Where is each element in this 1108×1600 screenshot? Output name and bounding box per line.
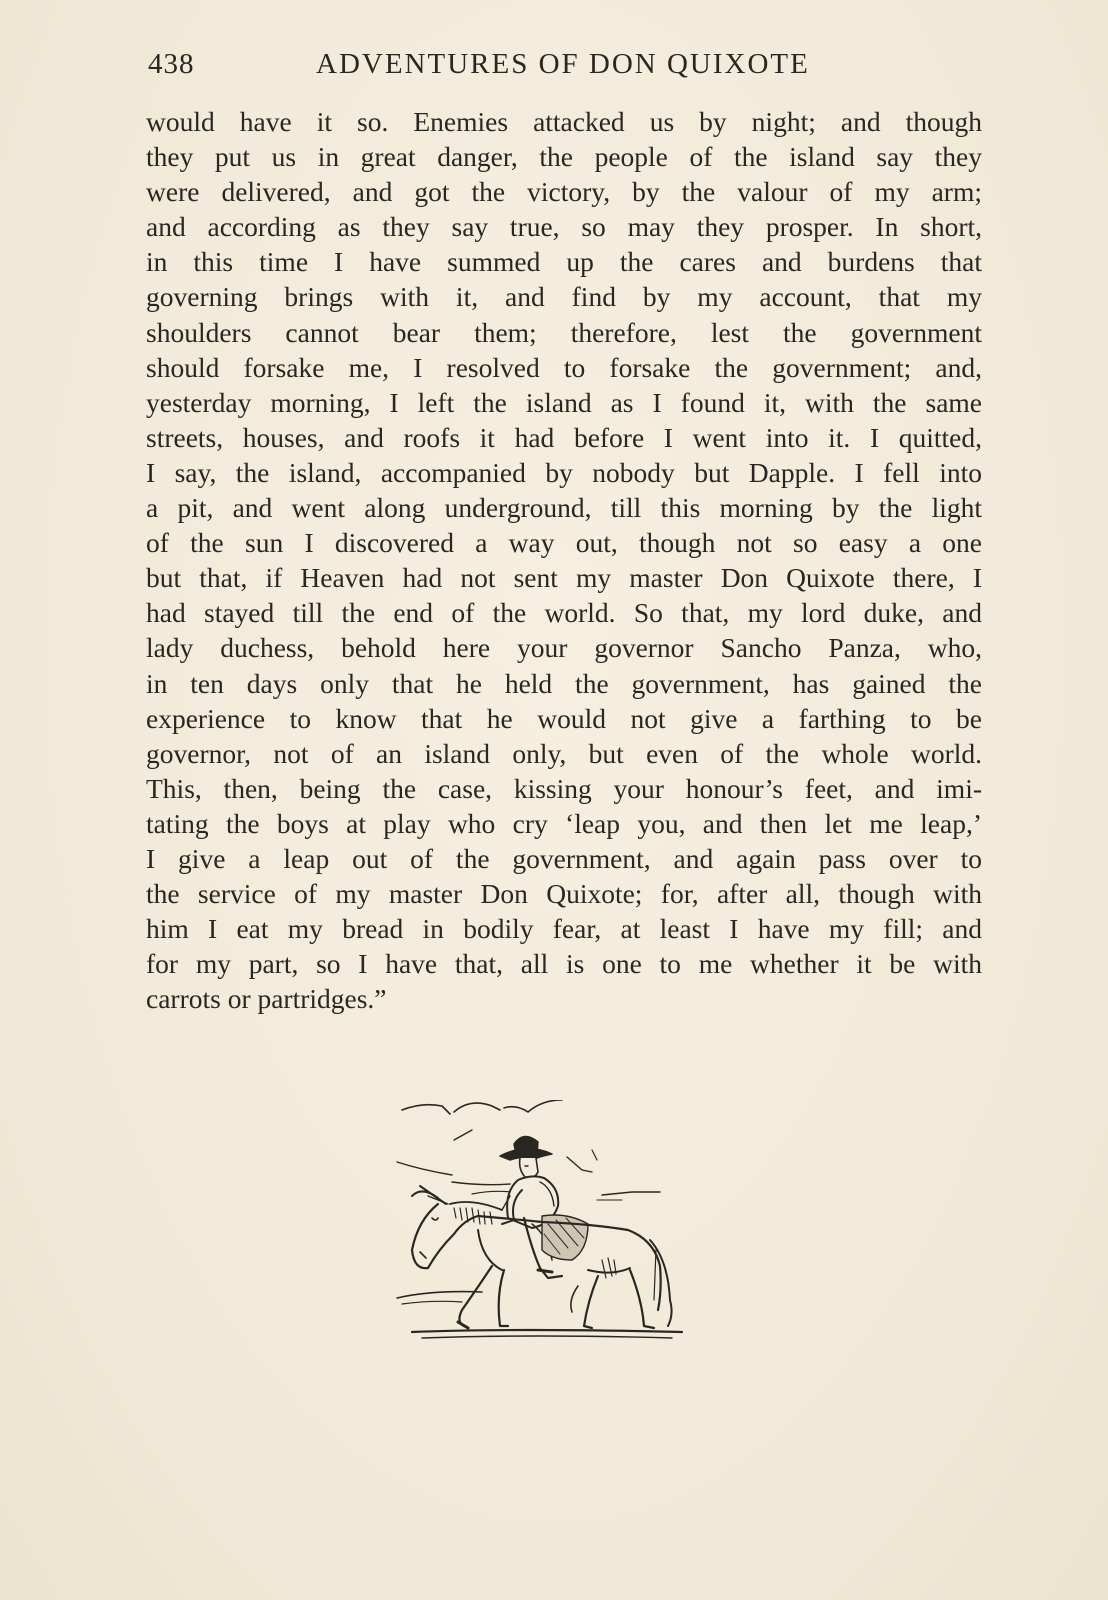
text-line: should forsake me, I resolved to forsake the government; and, [146, 351, 982, 383]
text-line: experience to know that he would not give a farthing to be [146, 702, 982, 734]
text-line: the service of my master Don Quixote; for, after all, though with [146, 878, 982, 910]
running-title: ADVENTURES OF DON QUIXOTE [316, 48, 810, 80]
text-line: but that, if Heaven had not sent my master Don Quixote there, I [146, 562, 982, 594]
text-line: governing brings with it, and find by my account, that my [146, 281, 982, 313]
text-line: governor, not of an island only, but even of the whole world. [146, 737, 982, 769]
text-line: a pit, and went along underground, till this morning by the light [146, 492, 982, 524]
text-line: tating the boys at play who cry ‘leap you, and then let me leap,’ [146, 807, 982, 839]
text-line: yesterday morning, I left the island as I found it, with the same [146, 386, 982, 418]
text-line: him I eat my bread in bodily fear, at least I have my fill; and [146, 913, 982, 945]
text-line: I say, the island, accompanied by nobody but Dapple. I fell into [146, 456, 982, 488]
text-line: and according as they say true, so may they prosper. In short, [146, 211, 982, 243]
text-line: in ten days only that he held the government, has gained the [146, 667, 982, 699]
page-header [148, 48, 824, 88]
text-line: streets, houses, and roofs it had before I went into it. I quitted, [146, 421, 982, 453]
text-line: they put us in great danger, the people of the island say they [146, 141, 982, 173]
text-line-last: carrots or partridges.” [146, 983, 387, 1015]
text-line: for my part, so I have that, all is one to me whether it be with [146, 948, 982, 980]
man-riding-donkey-icon [392, 1100, 712, 1340]
text-line: shoulders cannot bear them; therefore, lest the government [146, 316, 982, 348]
body-text [146, 104, 982, 1016]
text-line: I give a leap out of the government, and again pass over to [146, 842, 982, 874]
text-line: lady duchess, behold here your governor Sancho Panza, who, [146, 632, 982, 664]
text-line: would have it so. Enemies attacked us by night; and though [146, 106, 982, 137]
text-line: of the sun I discovered a way out, though not so easy a one [146, 527, 982, 559]
text-line: had stayed till the end of the world. So that, my lord duke, and [146, 597, 982, 629]
text-line: in this time I have summed up the cares and burdens that [146, 246, 982, 278]
text-line: This, then, being the case, kissing your honour’s feet, and imi- [146, 772, 982, 804]
text-line: were delivered, and got the victory, by the valour of my arm; [146, 176, 982, 208]
page-number: 438 [148, 48, 195, 80]
